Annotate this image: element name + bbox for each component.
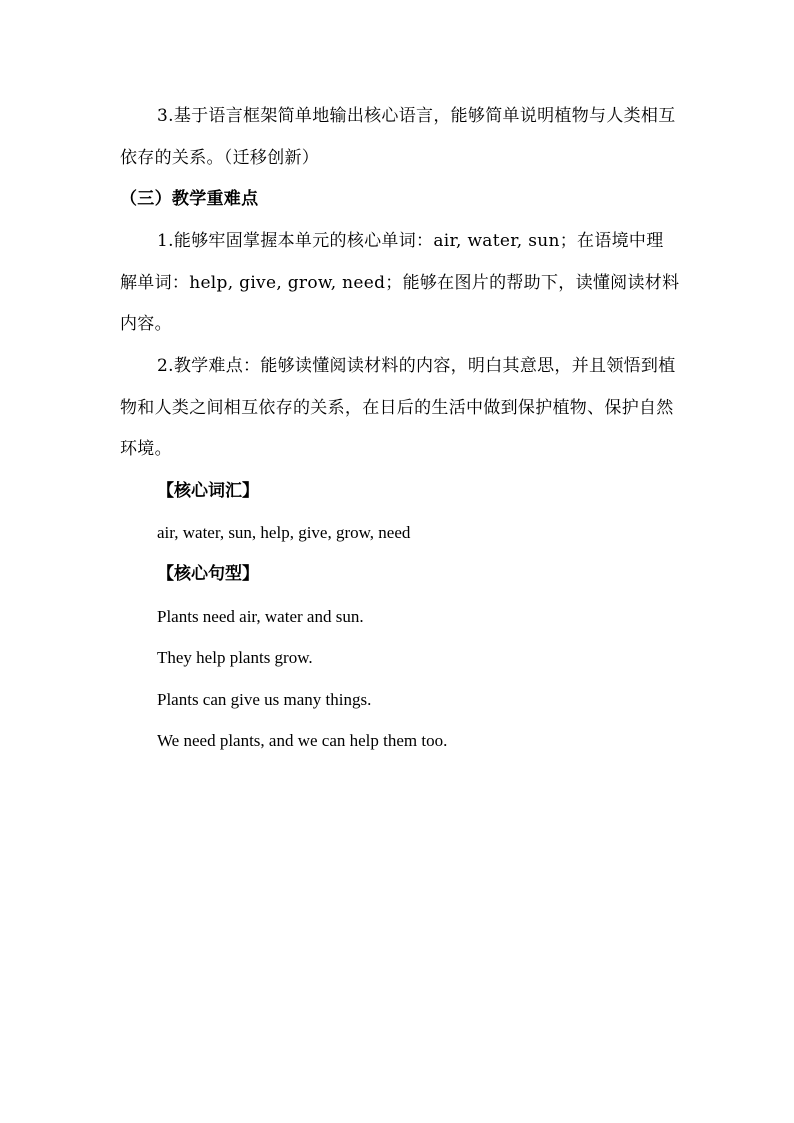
key-point-item-2: 2.教学难点：能够读懂阅读材料的内容，明白其意思，并且领悟到植物和人类之间相互依存的关系，在日后的生活中做到保护植物、保护自然环境。 xyxy=(120,356,676,459)
core-sentence: Plants can give us many things. xyxy=(157,690,372,709)
section-heading-key-points: （三）教学重难点 xyxy=(120,189,259,209)
core-vocabulary-words: air, water, sun, help, give, grow, need xyxy=(157,523,411,542)
core-sentence: Plants need air, water and sun. xyxy=(157,607,364,626)
core-vocabulary-label: 【核心词汇】 xyxy=(157,481,259,501)
objective-item-3: 3.基于语言框架简单地输出核心语言，能够简单说明植物与人类相互依存的关系。（迁移创新） xyxy=(120,106,676,168)
core-sentences-label: 【核心句型】 xyxy=(157,564,259,584)
core-sentence: We need plants, and we can help them too. xyxy=(157,731,448,750)
key-point-item-1: 1.能够牢固掌握本单元的核心单词：air, water, sun；在语境中理解单词：help, give, grow, need；能够在图片的帮助下，读懂阅读材料内容。 xyxy=(120,231,680,334)
core-sentence: They help plants grow. xyxy=(157,648,313,667)
